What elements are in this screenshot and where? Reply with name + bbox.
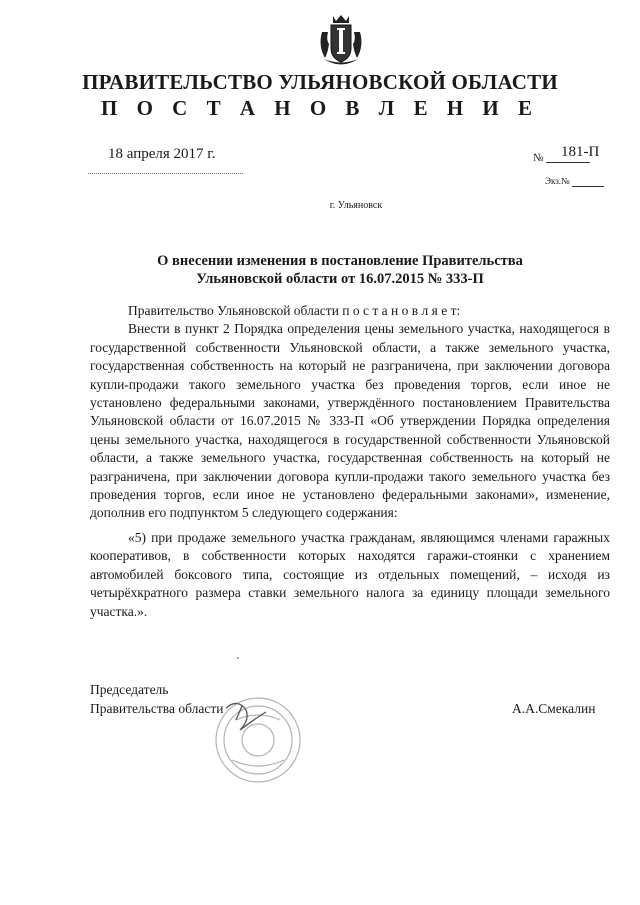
document-type: П О С Т А Н О В Л Е Н И Е [100, 96, 539, 120]
signer-position-line1: Председатель [90, 682, 169, 697]
city: г. Ульяновск [329, 200, 383, 211]
document-title: О внесении изменения в постановление Правительства Ульяновской области от 16.07.2015 № 333-П [157, 253, 523, 287]
quote-paragraph: «5) при продаже земельного участка гражданам, являющимся членами гаражных кооперативов, в собственности которых находятся гаражи-стоянки с хранением автомобилей боксового типа, состоящие из отдельных помещений, – исходя из четырёхкратного размера ставки земельного налога за единицу площади земельного участка.». [90, 529, 610, 619]
document-date: 18 апреля 2017 г. [108, 146, 216, 162]
copy-label: Экз.№ [545, 176, 570, 186]
scan-speck [237, 657, 239, 659]
number-label: № [533, 152, 544, 164]
number-underline [546, 162, 590, 163]
organization-name: ПРАВИТЕЛЬСТВО УЛЬЯНОВСКОЙ ОБЛАСТИ [82, 70, 558, 94]
coat-of-arms-icon [316, 12, 366, 68]
signer-position-line2: Правительства области [90, 701, 224, 716]
copy-underline [572, 186, 604, 187]
signer-name: А.А.Смекалин [512, 701, 596, 716]
intro-paragraph: Правительство Ульяновской области п о с т а н о в л я е т: [128, 303, 461, 318]
main-paragraph: Внести в пункт 2 Порядка определения цены земельного участка, находящегося в государственной собственности Ульяновской области, а также земельного участка, государственная собственность на который не разграничена, при заключении договора купли-продажи такого земельного участка без проведения торгов, если иное не установлено федеральными законами, утверждённого постановлением Правительства Ульяновской области от 16.07.2015 № 333-П «Об утверждении Порядка определения цены земельного участка, находящегося в государственной собственности Ульяновской области, а также земельного участка, государственная собственность на который не разграничена, при заключении договора купли-продажи такого земельного участка без проведения торгов, если иное не установлено федеральными законами», изменение, дополнив его подпунктом 5 следующего содержания: [90, 321, 610, 521]
date-underline [88, 173, 243, 174]
document-body [90, 302, 610, 621]
document-number: 181-П [561, 144, 600, 160]
official-seal-icon [196, 690, 316, 810]
